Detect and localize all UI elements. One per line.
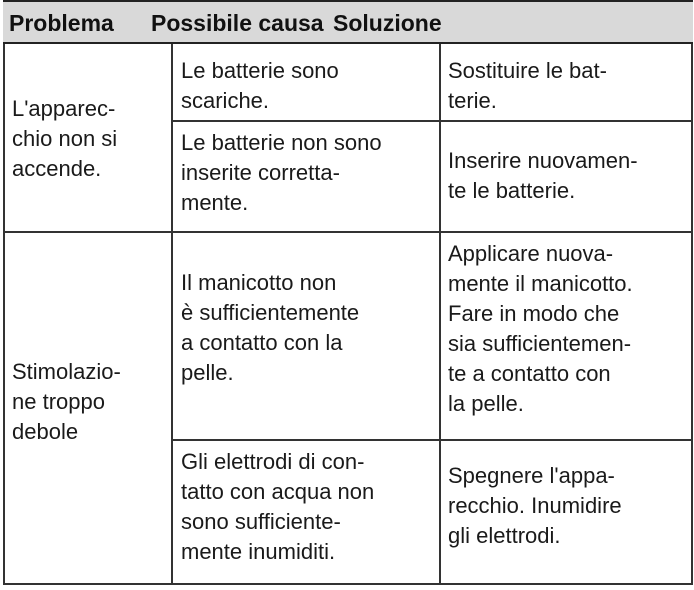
- header-problem: Problema: [9, 10, 114, 36]
- row1-solution1: Sostituire le bat- terie.: [448, 58, 607, 113]
- column-divider-2: [439, 44, 441, 584]
- table-border-right: [691, 44, 693, 584]
- row-divider-main: [3, 231, 693, 233]
- row2-cause1: Il manicotto non è sufficientemente a contatto con la pelle.: [181, 270, 360, 385]
- row1-problem: L'apparec- chio non si accende.: [12, 96, 118, 181]
- row2-cause2: Gli elettrodi di con- tatto con acqua non sono sufficiente- mente inumiditi.: [181, 449, 375, 564]
- row2-solution1: Applicare nuova- mente il manicotto. Fare in modo che sia sufficientemen- te a contatto con la pelle.: [448, 241, 633, 416]
- column-divider-1: [171, 44, 173, 584]
- troubleshooting-table: [3, 0, 693, 586]
- row1-solution2: Inserire nuovamen- te le batterie.: [448, 148, 638, 203]
- table-border-left: [3, 44, 5, 584]
- row-divider-1a: [171, 120, 693, 122]
- table-header: [3, 0, 693, 44]
- row-divider-2a: [171, 439, 693, 441]
- row1-cause2: Le batterie non sono inserite corretta- mente.: [181, 130, 382, 215]
- header-cause: Possibile causa: [151, 10, 324, 36]
- row2-solution2: Spegnere l'appa- recchio. Inumidire gli elettrodi.: [448, 463, 622, 548]
- row1-cause1: Le batterie sono scariche.: [181, 58, 339, 113]
- row2-problem: Stimolazio- ne troppo debole: [12, 359, 121, 444]
- header-solution: Soluzione: [333, 10, 442, 36]
- table-border-bottom: [3, 583, 693, 585]
